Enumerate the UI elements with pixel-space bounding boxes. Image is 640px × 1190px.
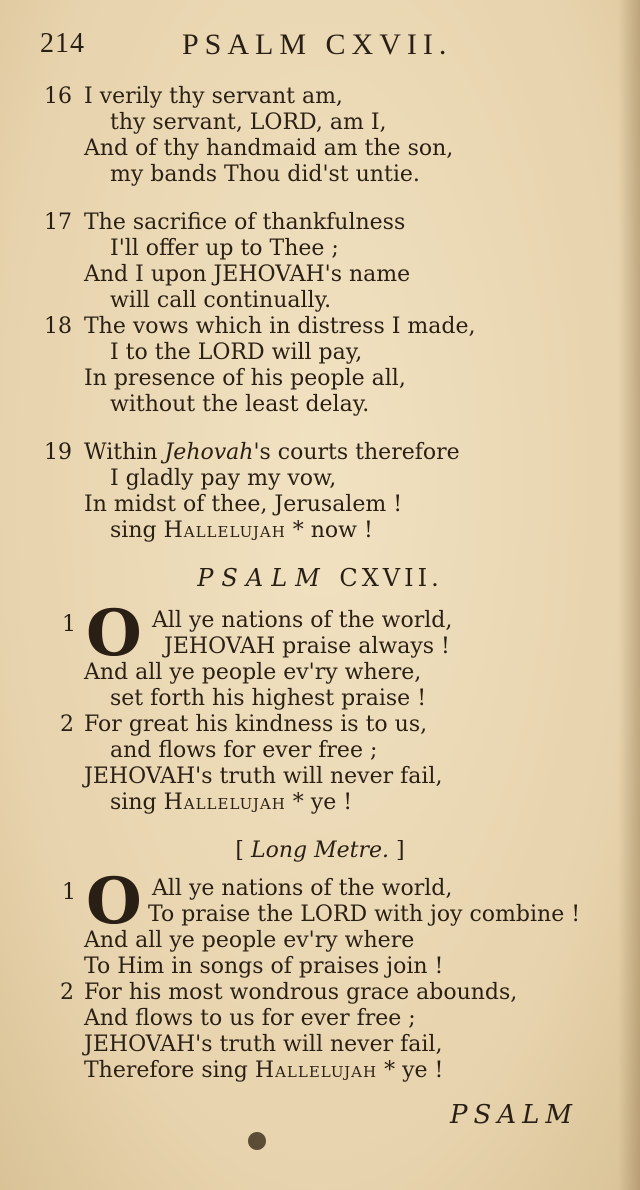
- psalm-word: PSALM: [197, 564, 328, 592]
- verse-line: And all ye people ev'ry where: [84, 928, 415, 953]
- verse-number: 18: [44, 314, 72, 339]
- ink-blot: [248, 1132, 266, 1150]
- verse-line: And all ye people ev'ry where,: [84, 660, 422, 685]
- psalm-title: [0, 564, 640, 592]
- verse-line: sing Hallelujah * now !: [110, 518, 373, 543]
- verse-line: sing Hallelujah * ye !: [110, 790, 353, 815]
- verse-line: without the least delay.: [110, 392, 370, 417]
- verse-line: And flows to us for ever free ;: [84, 1006, 416, 1031]
- verse-line: I'll offer up to Thee ;: [110, 236, 339, 261]
- verse-number: 2: [60, 980, 74, 1005]
- verse-line: And of thy handmaid am the son,: [84, 136, 454, 161]
- verse-line: And I upon JEHOVAH's name: [84, 262, 411, 287]
- verse-number: 1: [62, 880, 76, 905]
- verse-line: Within Jehovah's courts therefore: [84, 440, 460, 465]
- verse-line: All ye nations of the world,: [152, 876, 453, 901]
- verse-line: Therefore sing Hallelujah * ye !: [84, 1058, 444, 1083]
- verse-number: 2: [60, 712, 74, 737]
- psalm-cxvii-verse-2: [44, 712, 604, 816]
- verse-line: set forth his highest praise !: [110, 686, 427, 711]
- verse-number: 16: [44, 84, 72, 109]
- verse-number: 19: [44, 440, 72, 465]
- hallelujah: Hallelujah: [163, 518, 286, 543]
- verse-line: JEHOVAH praise always !: [164, 634, 450, 659]
- metre-label: [ Long Metre. ]: [235, 838, 405, 863]
- divine-name: Jehovah: [164, 440, 254, 465]
- long-metre-verse-1: [44, 876, 604, 980]
- verse-line: and flows for ever free ;: [110, 738, 378, 763]
- verse-line: In midst of thee, Jerusalem !: [84, 492, 403, 517]
- drop-cap: O: [86, 864, 142, 939]
- verse-line: my bands Thou did'st untie.: [110, 162, 420, 187]
- verse-line: The vows which in distress I made,: [84, 314, 476, 339]
- verse-line: For his most wondrous grace abounds,: [84, 980, 518, 1005]
- verse-17: [44, 210, 604, 314]
- page-number: 214: [40, 28, 85, 59]
- verse-18: [44, 314, 604, 418]
- verse-16: [44, 84, 604, 188]
- verse-line: I gladly pay my vow,: [110, 466, 337, 491]
- long-metre-verse-2: [44, 980, 604, 1084]
- metre-name: Long Metre.: [250, 838, 389, 863]
- page-header: [40, 28, 600, 68]
- verse-line: thy servant, LORD, am I,: [110, 110, 387, 135]
- psalm-cxvii-verse-1: [44, 608, 604, 712]
- verse-line: To praise the LORD with joy combine !: [148, 902, 581, 927]
- verse-number: 17: [44, 210, 72, 235]
- verse-line: For great his kindness is to us,: [84, 712, 428, 737]
- catchword: PSALM: [450, 1100, 578, 1130]
- hallelujah: Hallelujah: [254, 1058, 378, 1083]
- page-edge-shadow: [618, 0, 640, 1190]
- psalm-number: CXVII.: [339, 564, 443, 592]
- verse-line: In presence of his people all,: [84, 366, 406, 391]
- verse-line: To Him in songs of praises join !: [84, 954, 444, 979]
- verse-line: The sacrifice of thankfulness: [84, 210, 406, 235]
- verse-line: will call continually.: [110, 288, 332, 313]
- verse-number: 1: [62, 612, 76, 637]
- hallelujah: Hallelujah: [163, 790, 286, 815]
- verse-line: I verily thy servant am,: [84, 84, 343, 109]
- verse-line: All ye nations of the world,: [152, 608, 453, 633]
- verse-line: I to the LORD will pay,: [110, 340, 363, 365]
- verse-line: JEHOVAH's truth will never fail,: [84, 1032, 443, 1057]
- running-head: PSALM CXVII.: [182, 28, 453, 61]
- verse-19: [44, 440, 604, 544]
- verse-line: JEHOVAH's truth will never fail,: [84, 764, 443, 789]
- drop-cap: O: [86, 596, 142, 671]
